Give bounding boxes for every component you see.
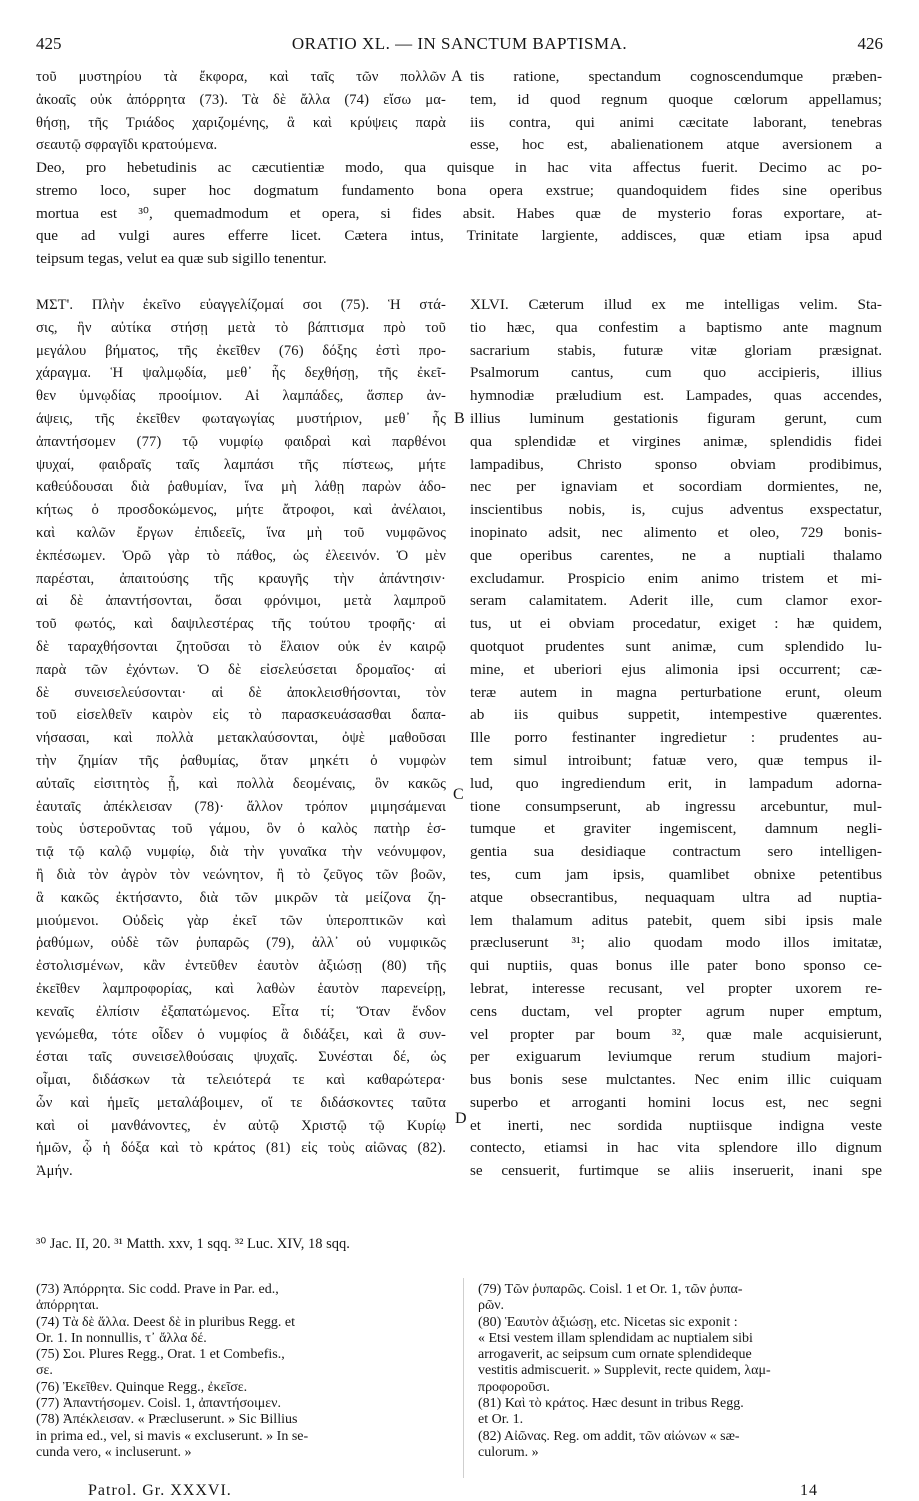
text-line: κήτως ὁ προσδοκώμενος, μήτε ἄτροφοι, καὶ ἀνέλαιοι, (36, 502, 446, 519)
text-line: lem thalamum aditus patebit, quem sibi ipsis male (470, 911, 882, 929)
text-line: δὲ ταραχθήσονται ζητοῦσαι τὸ ἔλαιον οὐκ ἐν καιρῷ (36, 638, 446, 655)
running-title: ORATIO XL. — IN SANCTUM BAPTISMA. (291, 34, 628, 53)
text-line: (74) Τὰ δὲ ἄλλα. Deest δὲ in pluribus Regg. et (36, 1314, 295, 1330)
text-line: « Etsi vestem illam splendidam ac nuptialem sibi (478, 1330, 753, 1346)
text-line: ΜΣΤ'. Πλὴν ἐκεῖνο εὐαγγελίζομαί σοι (75). Ἡ στά- (36, 297, 446, 313)
text-line: ἃ κακῶς ἐκτήσαντο, διὰ τῶν μικρῶν τὰ μείζονα ζη- (36, 889, 446, 906)
text-line: τιᾷ τῷ καλῷ νυμφίῳ, διὰ τὴν γυναῖκα τὴν νεόνυμφον, (36, 844, 446, 861)
footer-signature: 14 (800, 1482, 818, 1499)
text-line: αὐταῖς εἰσιτητὸς ᾖ, καὶ πολλὰ δεομέναις, ὃν κακῶς (36, 775, 446, 792)
text-line: (73) Ἀπόρρητα. Sic codd. Prave in Par. ed., (36, 1282, 279, 1297)
text-line: καὶ καλῶν ἔργων ἐπιδεεῖς, ἵνα μὴ τοῦ νυμφῶνος (36, 524, 446, 541)
text-line: ψυχαί, φαιδραῖς ταῖς λαμπάσι τῆς πίστεως, μήτε (36, 456, 446, 473)
text-line: ρῶν. (478, 1298, 505, 1314)
text-line: τὴν ζημίαν τῆς ῥαθυμίας, ὅταν μηκέτι ὁ νυμφὼν (36, 752, 446, 769)
text-line: (80) Ἑαυτὸν ἀξιώσῃ, etc. Nicetas sic exponit : (478, 1314, 738, 1330)
text-line: per exiguarum leviumque rerum studium majori- (470, 1048, 882, 1066)
latin-column-top (470, 66, 882, 157)
text-line: esse, hoc est, abalienationem atque aversionem a (470, 136, 882, 154)
text-line: lud, quo ingrediendum erit, in lampadum adorna- (470, 774, 882, 792)
running-header (36, 34, 883, 58)
text-line: σεαυτῷ σφραγῖδι κρατούμενα. (36, 137, 218, 154)
text-line: παρέσται, ἀπαιτούσης τῆς κραυγῆς τὴν ἀπάντησιν· (36, 570, 446, 587)
text-line: et inerti, nec sordida nuptiisque indigna veste (470, 1116, 882, 1134)
text-line: cens ductam, vel propter agrum nuper emptum, (470, 1002, 882, 1020)
text-line: seram calamitatem. Aderit ille, cum clamor exor- (470, 592, 882, 610)
text-line: οἶμαι, διδάσκων τὰ τελειότερά τε καὶ καθαρώτερα· (36, 1072, 446, 1089)
text-line: νήσασαι, καὶ πολλὰ μετακλαύσονται, ὀψὲ μαθοῦσαι (36, 730, 446, 747)
text-line: Ille porro festinanter ingredietur : prudentes au- (470, 729, 882, 747)
text-line: χάραγμα. Ἡ ψαλμῳδία, μεθ᾽ ἧς δεχθήσῃ, τῆς ἐκεῖ- (36, 365, 446, 382)
text-line: tes, cum jam ipsis, quamlibet obnixe petentibus (470, 865, 882, 883)
text-line: qui nuptiis, quas bonus ille pater bono sponso ce- (470, 957, 882, 975)
text-line: arrogaverit, ac seipsum cum ornate splendideque (478, 1347, 752, 1363)
text-line: τοῦ μυστηρίου τὰ ἔκφορα, καὶ ταῖς τῶν πολλῶν (36, 69, 446, 85)
text-line: cunda vero, « incluserunt. » (36, 1444, 192, 1460)
text-line: mortua est ³⁰, quemadmodum et opera, si fides absit. Habes quæ de mysterio foras exportare, at- (36, 204, 882, 222)
text-line: tis ratione, spectandum cognoscendumque præben- (470, 68, 882, 85)
greek-column-main (36, 294, 446, 1183)
text-line: Psalmorum cantus, cum quo accipieris, illius (470, 364, 882, 382)
greek-column-top (36, 66, 446, 157)
page-number-left: 425 (36, 34, 62, 53)
text-line: γενώμεθα, τότε οἶδεν ὁ νυμφίος ἃ διδάξει, καὶ ἃ συν- (36, 1026, 446, 1043)
text-line: κεναῖς ἐλπίσιν ἐξαπατώμενος. Εἶτα τί; Ὅταν ἔνδον (36, 1003, 446, 1020)
text-line: προφοροῦσι. (478, 1379, 550, 1395)
margin-marker-c: C (453, 786, 464, 803)
text-line: se censuerit, furtimque se aliis inseruerit, inani spe (470, 1162, 882, 1180)
text-line: ἐστολισμένων, κἂν ἐντεῦθεν ἑαυτὸν ἀξιώσῃ (80) τῆς (36, 958, 446, 975)
text-line: δὲ συνεισελεύσονται· αἱ δὲ ἀποκλεισθήσονται, τὸν (36, 684, 446, 701)
footer-volume: Patrol. Gr. XXXVI. (88, 1482, 232, 1499)
text-line: iis contra, qui animi cæcitate laborant, tenebras (470, 113, 882, 131)
text-line: άψεις, τῆς ἐκεῖθεν φωταγωγίας μυστήριον, μεθ᾽ ἧς (36, 410, 446, 427)
text-line: teipsum tegas, velut ea quæ sub sigillo tenentur. (36, 250, 327, 268)
text-line: αἱ δὲ ἀπαντήσονται, ὅσαι φρόνιμοι, μετὰ λαμπροῦ (36, 593, 446, 610)
text-line: tem simul introibunt; fatuæ vero, quæ tempus il- (470, 751, 882, 769)
text-line: (79) Τῶν ῥυπαρῶς. Coisl. 1 et Or. 1, τῶν ῥυπα- (478, 1282, 743, 1297)
text-line: que operibus carentes, ne a nuptiali thalamo (470, 546, 882, 564)
text-line: gentia sua desidiaque contractum sero intelligen- (470, 843, 882, 861)
text-line: τοῦ φωτός, καὶ δαψιλεστέρας τῆς τούτου τροφῆς· αἱ (36, 616, 446, 633)
text-line: lampadibus, Christo sponso obviam prodibimus, (470, 455, 882, 473)
text-line: vel propter par boum ³², quæ male acquisierunt, (470, 1025, 882, 1043)
text-line: έσται ταῖς συνεισελθούσαις ψυχαῖς. Συνέσται δέ, ὡς (36, 1049, 446, 1066)
latin-full-width (36, 157, 882, 271)
text-line: (76) Ἐκεῖθεν. Quinque Regg., ἐκεῖσε. (36, 1379, 248, 1395)
margin-marker-b: B (454, 410, 465, 427)
text-line: (82) Αἰῶνας. Reg. om addit, τῶν αἰώνων « sæ- (478, 1428, 740, 1444)
text-line: ἑαυταῖς ἀπέκλεισαν (78)· ἄλλον τρόπον μιμησάμεναι (36, 798, 446, 815)
margin-marker-a: A (451, 68, 463, 85)
text-line: Ἀμήν. (36, 1163, 73, 1180)
text-line: superbo et arroganti homini locus est, nec segni (470, 1093, 882, 1111)
text-line: excludamur. Prospicio enim animo tristem et mi- (470, 569, 882, 587)
text-line: mine, et uberiori ejus alimonia ipsi occurrent; cæ- (470, 660, 882, 678)
page-number-right: 426 (857, 34, 883, 53)
text-line: inopinato adsit, nec alimento et oleo, 729 bonis- (470, 523, 882, 541)
text-line: ἀκοαῖς οὐκ ἀπόρρητα (73). Τὰ δὲ ἄλλα (74) εἴσω μα- (36, 91, 446, 108)
text-line: (75) Σοι. Plures Regg., Orat. 1 et Combefis., (36, 1347, 285, 1363)
text-line: tumque et graviter ingemiscent, damnum negli- (470, 820, 882, 838)
margin-marker-d: D (455, 1110, 467, 1127)
text-line: θεν ὑμνῳδίας προοίμιον. Αἱ λαμπάδες, ἅσπερ ἀν- (36, 388, 446, 405)
text-line: et Or. 1. (478, 1412, 524, 1428)
text-line: nec per ignaviam et socordiam dormientes, ne, (470, 478, 882, 496)
text-line: μεγάλου βήματος, τῆς ἐκεῖθεν (76) δόξης ἐστὶ προ- (36, 342, 446, 359)
text-line: (77) Ἀπαντήσομεν. Coisl. 1, ἀπαντήσοιμεν. (36, 1396, 281, 1412)
text-line: ἡμῶν, ᾧ ἡ δόξα καὶ τὸ κράτος (81) εἰς τοὺς αἰῶνας (82). (36, 1140, 446, 1157)
text-line: quotquot prudentes sunt animæ, cum splendido lu- (470, 637, 882, 655)
text-line: bus bonis sese mulctantes. Nec enim illic cuiquam (470, 1071, 882, 1089)
text-line: illius luminum gestationis figuram gerunt, cum (470, 409, 882, 427)
notes-divider (463, 1278, 464, 1478)
text-line: σις, ἣν αὐτίκα στήσῃ μετὰ τὸ βάπτισμα πρὸ τοῦ (36, 319, 446, 336)
text-line: vestitis admiscuerit. » Supplevit, recte quidem, λαμ- (478, 1363, 771, 1379)
text-line: XLVI. Cæterum illud ex me intelligas velim. Sta- (470, 296, 882, 313)
text-line: τοὺς ὑστεροῦντας τοῦ γάμου, ὃν ὁ καλὸς πατὴρ ἑσ- (36, 821, 446, 838)
text-line: que ad vulgi aures efferre licet. Cætera intus, Trinitate largiente, addisces, quæ etiam ipsa apud (36, 227, 882, 245)
text-line: ἀπαντήσομεν (77) τῷ νυμφίῳ φαιδραὶ καὶ παρθένοι (36, 433, 446, 450)
text-line: inscientibus nobis, is, cujus adventus exspectatur, (470, 501, 882, 519)
text-line: τοῦ εἰσελθεῖν καιρὸν εἰς τὸ παρασκευάσασθαι δαπα- (36, 707, 446, 724)
text-line: ἀπόρρηται. (36, 1298, 99, 1314)
text-line: μιούμενοι. Οὐδεὶς γὰρ ἐκεῖ τῶν ὑπεροπτικῶν καὶ (36, 912, 446, 929)
text-line: teræ autem in magna perturbatione erunt, oleum (470, 683, 882, 701)
text-line: culorum. » (478, 1444, 539, 1460)
text-line: παρὰ τῶν ἐχόντων. Ὁ δὲ εἰσελεύσεται δρομαῖος· αἱ (36, 661, 446, 678)
text-line: contecto, etiamsi in hac vita splendore illo dignum (470, 1139, 882, 1157)
text-line: tem, id quod regnum quoque cœlorum appellamus; (470, 90, 882, 108)
latin-column-main (470, 294, 882, 1183)
text-line: hymnodiæ præludium est. Lampades, quas accendes, (470, 387, 882, 405)
text-line: θήσῃ, τῆς Τριάδος χαριζομένης, ἃ καὶ κρύψεις παρὰ (36, 114, 446, 131)
critical-notes-right (478, 1282, 882, 1461)
text-line: præcluserunt ³¹; alio quodam modo illos imitatæ, (470, 934, 882, 952)
text-line: ῥαθύμων, οὐδὲ τῶν ῥυπαρῶς (79), ἀλλ᾽ οὐ νυμφικῶς (36, 935, 446, 952)
text-line: ὧν καὶ ἡμεῖς μεταλάβοιμεν, οἵ τε διδάσκοντες ταῦτα (36, 1094, 446, 1111)
text-line: Deo, pro hebetudinis ac cæcutientiæ modo, qua quisque in hac vita affectus fuerit. Decimo ac po- (36, 159, 882, 176)
text-line: sacrarium stabis, futuræ vitæ gloriam præsignat. (470, 341, 882, 359)
text-line: stremo loco, super hoc dogmatum fundamento bona opera exstrue; quandoquidem fides sine operibus (36, 181, 882, 199)
text-line: tus, ut ei obviam procedatur, exiget : hæ quidem, (470, 615, 882, 633)
text-line: καθεύδουσαι διὰ ῥαθυμίαν, ἵνα μὴ λάθῃ παρὼν ἀδο- (36, 479, 446, 496)
text-line: σε. (36, 1363, 53, 1379)
text-line: tio hæc, qua confestim a baptismo ante magnum (470, 318, 882, 336)
text-line: tione consumpserunt, ab ingressu arcebuntur, mul- (470, 797, 882, 815)
text-line: καὶ οἱ μανθάνοντες, ἐν αὐτῷ Χριστῷ τῷ Κυρίῳ (36, 1117, 446, 1134)
text-line: atque obsecrantibus, nequaquam ultra ad nuptia- (470, 888, 882, 906)
text-line: ab iis quibus suppetit, intempestive quærentes. (470, 706, 882, 724)
text-line: (81) Καὶ τὸ κράτος. Hæc desunt in tribus Regg. (478, 1396, 744, 1412)
text-line: qua splendidæ et virgines animæ, splendidis fidei (470, 432, 882, 450)
scripture-references: ³⁰ Jac. II, 20. ³¹ Matth. xxv, 1 sqq. ³² Luc. XIV, 18 sqq. (36, 1236, 350, 1252)
text-line: ἐκεῖθεν λαμπροφορίας, καὶ λαθὼν ἑαυτὸν παρενείρῃ, (36, 980, 446, 997)
text-line: ἐκπέσωμεν. Ὁρῶ γὰρ τὸ πάθος, ὡς ἐλεεινόν. Ὁ μὲν (36, 547, 446, 564)
text-line: in prima ed., vel, si mavis « excluserunt. » In se- (36, 1428, 309, 1444)
text-line: ἢ διὰ τὸν ἀγρὸν τὸν νεώνητον, ἢ τὸ ζεῦγος τῶν βοῶν, (36, 866, 446, 883)
critical-notes-left (36, 1282, 450, 1461)
text-line: Or. 1. In nonnullis, τ᾽ ἄλλα δέ. (36, 1330, 207, 1346)
text-line: (78) Ἀπέκλεισαν. « Præcluserunt. » Sic Billius (36, 1412, 298, 1428)
text-line: lebrat, interesse recusant, vel propter uxorem re- (470, 979, 882, 997)
